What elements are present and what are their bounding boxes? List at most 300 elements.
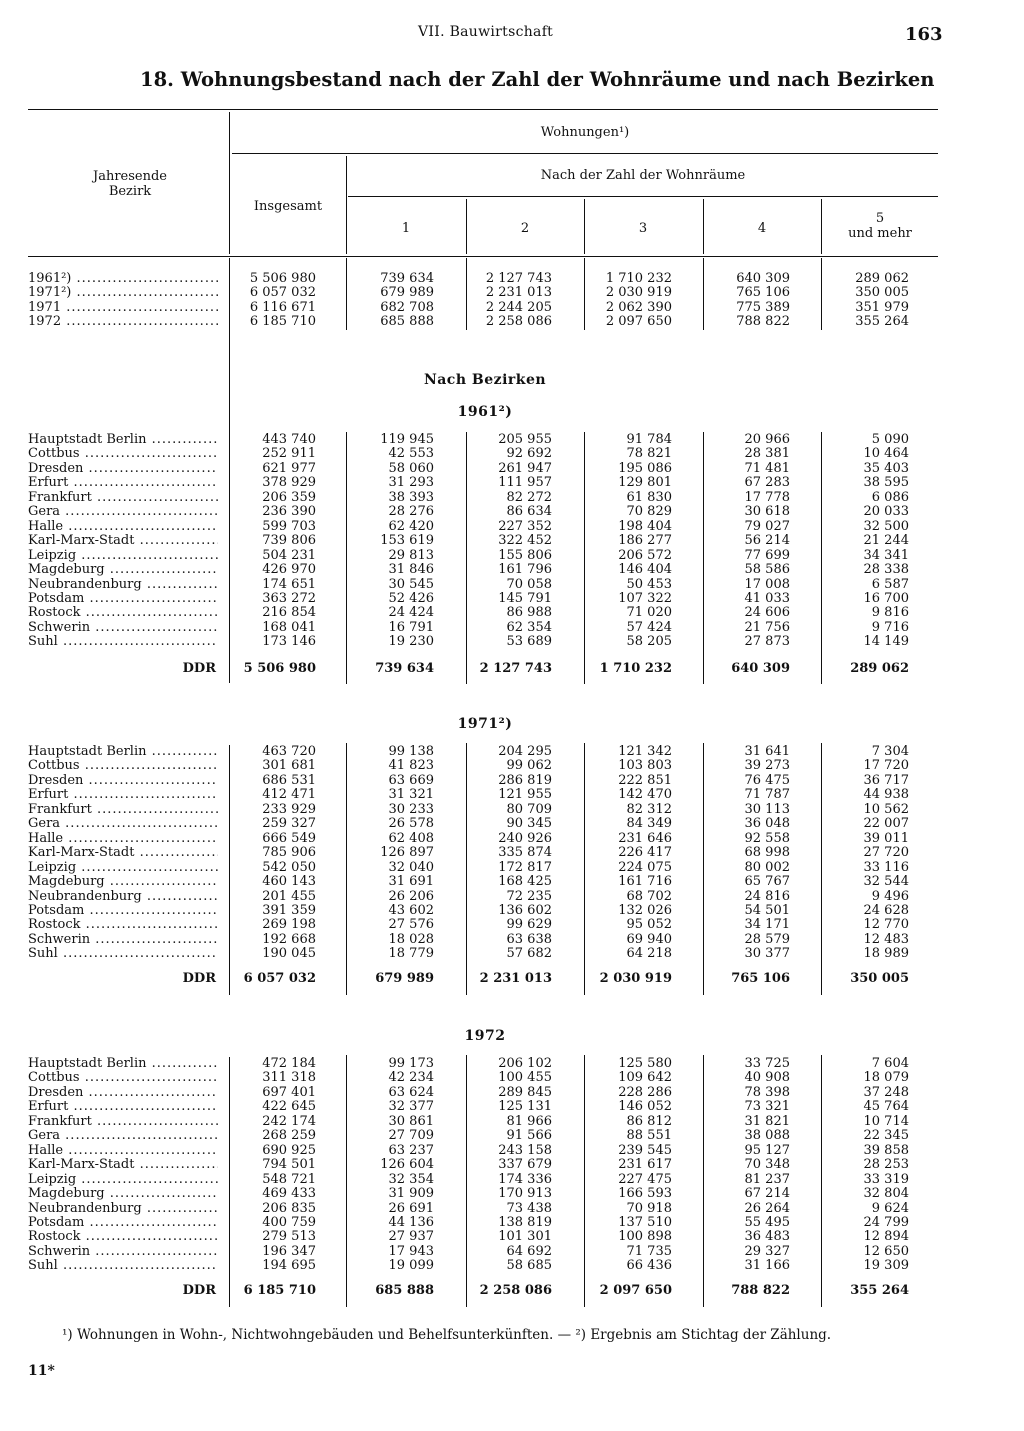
- subgroup-rule: [348, 196, 938, 197]
- cell-col-3: 50 453: [626, 576, 672, 592]
- cell-col-3: 61 830: [626, 489, 672, 505]
- row-label: 1971 .....: [28, 301, 218, 316]
- row-label: Potsdam .....: [28, 1216, 218, 1231]
- cell-col-2: 138 819: [498, 1214, 552, 1230]
- cell-col-2: 64 692: [506, 1243, 552, 1259]
- cell-col-5: 39 858: [863, 1142, 909, 1158]
- cell-col-3: 107 322: [618, 590, 672, 606]
- cell-col-3: 1 710 232: [599, 661, 672, 676]
- cell-col-5: 33 116: [863, 859, 909, 875]
- cell-col-5: 351 979: [855, 299, 909, 315]
- table-row: [0, 505, 1024, 520]
- cell-col-1: 32 354: [388, 1171, 434, 1187]
- stub-header-line2: Bezirk: [108, 184, 152, 199]
- cell-col-3: 103 803: [618, 758, 672, 774]
- cell-col-5: 35 403: [863, 460, 909, 476]
- cell-col-5: 36 717: [863, 772, 909, 788]
- cell-col-0: 311 318: [262, 1070, 316, 1086]
- row-label: 1972 .....: [28, 315, 218, 330]
- cell-col-4: 56 214: [744, 533, 790, 549]
- row-label: Karl-Marx-Stadt .....: [28, 534, 218, 549]
- total-row-label: DDR: [182, 1283, 216, 1298]
- cell-col-2: 335 874: [498, 845, 552, 861]
- cell-col-4: 95 127: [744, 1142, 790, 1158]
- total-row: [0, 662, 1024, 677]
- cell-col-5: 24 628: [863, 902, 909, 918]
- stub-header: [40, 169, 220, 199]
- cell-col-4: 30 377: [744, 946, 790, 962]
- table-row: [0, 1216, 1024, 1231]
- cell-col-2: 58 685: [506, 1258, 552, 1274]
- cell-col-4: 640 309: [731, 661, 790, 676]
- cell-col-1: 27 937: [388, 1229, 434, 1245]
- cell-col-5: 45 764: [863, 1099, 909, 1115]
- cell-col-0: 168 041: [262, 619, 316, 635]
- cell-col-0: 686 531: [262, 772, 316, 788]
- col-5-header-line2: und mehr: [848, 226, 912, 241]
- table-row: [0, 1187, 1024, 1202]
- cell-col-5: 22 007: [863, 816, 909, 832]
- cell-col-0: 279 513: [262, 1229, 316, 1245]
- row-label: Suhl .....: [28, 635, 218, 650]
- cell-col-3: 58 205: [626, 634, 672, 650]
- cell-col-3: 142 470: [618, 787, 672, 803]
- cell-col-1: 26 578: [388, 816, 434, 832]
- cell-col-1: 43 602: [388, 902, 434, 918]
- row-label: Rostock .....: [28, 606, 218, 621]
- cell-col-0: 426 970: [262, 562, 316, 578]
- cell-col-3: 239 545: [618, 1142, 672, 1158]
- cell-col-1: 63 669: [388, 772, 434, 788]
- cell-col-1: 31 691: [388, 874, 434, 890]
- cell-col-0: 460 143: [262, 874, 316, 890]
- row-label: Schwerin .....: [28, 1245, 218, 1260]
- cell-col-4: 26 264: [744, 1200, 790, 1216]
- cell-col-3: 195 086: [618, 460, 672, 476]
- cell-col-0: 363 272: [262, 590, 316, 606]
- cell-col-0: 422 645: [262, 1099, 316, 1115]
- row-label: Dresden .....: [28, 774, 218, 789]
- cell-col-0: 252 911: [262, 446, 316, 462]
- section-year-1972: 1972: [464, 1028, 506, 1044]
- cell-col-4: 788 822: [736, 314, 790, 330]
- table-head-bottom-rule: [28, 256, 938, 257]
- row-label: Leipzig .....: [28, 549, 218, 564]
- row-label: 1961²) .....: [28, 272, 218, 287]
- cell-col-1: 739 634: [380, 271, 434, 286]
- cell-col-4: 70 348: [744, 1157, 790, 1173]
- cell-col-1: 31 293: [388, 475, 434, 491]
- cell-col-0: 697 401: [262, 1084, 316, 1100]
- row-label: Gera .....: [28, 1129, 218, 1144]
- cell-col-0: 599 703: [262, 518, 316, 534]
- cell-col-0: 666 549: [262, 830, 316, 846]
- row-label: Cottbus .....: [28, 759, 218, 774]
- cell-col-2: 53 689: [506, 634, 552, 650]
- table-row: [0, 788, 1024, 803]
- row-label: Leipzig .....: [28, 1173, 218, 1188]
- cell-col-3: 70 918: [626, 1200, 672, 1216]
- cell-col-5: 28 338: [863, 562, 909, 578]
- table-row: [0, 563, 1024, 578]
- cell-col-0: 378 929: [262, 475, 316, 491]
- cell-col-5: 21 244: [863, 533, 909, 549]
- cell-col-1: 16 791: [388, 619, 434, 635]
- cell-col-1: 679 989: [375, 971, 434, 986]
- cell-col-0: 268 259: [262, 1128, 316, 1144]
- cell-col-0: 391 359: [262, 902, 316, 918]
- cell-col-5: 9 624: [871, 1200, 909, 1216]
- cell-col-2: 90 345: [506, 816, 552, 832]
- cell-col-0: 504 231: [262, 547, 316, 563]
- cell-col-3: 166 593: [618, 1186, 672, 1202]
- cell-col-2: 72 235: [506, 888, 552, 904]
- row-label: Suhl .....: [28, 947, 218, 962]
- cell-col-2: 289 845: [498, 1084, 552, 1100]
- cell-col-5: 32 804: [863, 1186, 909, 1202]
- table-row: [0, 890, 1024, 905]
- cell-col-4: 788 822: [731, 1283, 790, 1298]
- cell-col-0: 548 721: [262, 1171, 316, 1187]
- cell-col-3: 57 424: [626, 619, 672, 635]
- cell-col-5: 6 587: [871, 576, 909, 592]
- cell-col-5: 20 033: [863, 504, 909, 520]
- cell-col-0: 5 506 980: [243, 661, 316, 676]
- cell-col-2: 155 806: [498, 547, 552, 563]
- cell-col-3: 69 940: [626, 931, 672, 947]
- cell-col-0: 242 174: [262, 1113, 316, 1129]
- cell-col-5: 28 253: [863, 1157, 909, 1173]
- cell-col-3: 2 030 919: [605, 285, 672, 301]
- cell-col-2: 2 127 743: [485, 271, 552, 286]
- col-2-header: 2: [520, 221, 530, 236]
- cell-col-1: 26 206: [388, 888, 434, 904]
- cell-col-5: 17 720: [863, 758, 909, 774]
- cell-col-0: 739 806: [262, 533, 316, 549]
- table-row: [0, 947, 1024, 962]
- row-label: Neubrandenburg .....: [28, 1202, 218, 1217]
- cell-col-1: 31 846: [388, 562, 434, 578]
- table-row: [0, 759, 1024, 774]
- cell-col-4: 765 106: [731, 971, 790, 986]
- table-row: [0, 1100, 1024, 1115]
- cell-col-0: 472 184: [262, 1056, 316, 1071]
- cell-col-2: 81 966: [506, 1113, 552, 1129]
- cell-col-1: 685 888: [380, 314, 434, 330]
- cell-col-4: 39 273: [744, 758, 790, 774]
- cell-col-2: 91 566: [506, 1128, 552, 1144]
- cell-col-0: 5 506 980: [249, 271, 316, 286]
- table-row: [0, 904, 1024, 919]
- cell-col-3: 86 812: [626, 1113, 672, 1129]
- row-label: Magdeburg .....: [28, 1187, 218, 1202]
- row-label: Potsdam .....: [28, 904, 218, 919]
- cell-col-5: 9 496: [871, 888, 909, 904]
- cell-col-5: 27 720: [863, 845, 909, 861]
- row-label: Gera .....: [28, 505, 218, 520]
- cell-col-1: 682 708: [380, 299, 434, 315]
- cell-col-2: 136 602: [498, 902, 552, 918]
- cell-col-0: 690 925: [262, 1142, 316, 1158]
- row-label: Neubrandenburg .....: [28, 578, 218, 593]
- cell-col-3: 224 075: [618, 859, 672, 875]
- cell-col-0: 173 146: [262, 634, 316, 650]
- cell-col-4: 27 873: [744, 634, 790, 650]
- cell-col-4: 36 048: [744, 816, 790, 832]
- cell-col-2: 261 947: [498, 460, 552, 476]
- cell-col-4: 81 237: [744, 1171, 790, 1187]
- cell-col-3: 2 097 650: [599, 1283, 672, 1298]
- cell-col-2: 92 692: [506, 446, 552, 462]
- cell-col-2: 286 819: [498, 772, 552, 788]
- cell-col-1: 29 813: [388, 547, 434, 563]
- cell-col-2: 337 679: [498, 1157, 552, 1173]
- cell-col-4: 30 618: [744, 504, 790, 520]
- table-row: [0, 1071, 1024, 1086]
- cell-col-3: 228 286: [618, 1084, 672, 1100]
- cell-col-0: 236 390: [262, 504, 316, 520]
- cell-col-3: 226 417: [618, 845, 672, 861]
- row-label: Frankfurt .....: [28, 491, 218, 506]
- cell-col-2: 86 634: [506, 504, 552, 520]
- cell-col-5: 355 264: [850, 1283, 909, 1298]
- cell-col-3: 68 702: [626, 888, 672, 904]
- table-row: [0, 286, 1024, 301]
- cell-col-2: 161 796: [498, 562, 552, 578]
- cell-col-5: 38 595: [863, 475, 909, 491]
- cell-col-2: 174 336: [498, 1171, 552, 1187]
- table-top-rule: [28, 109, 938, 110]
- cell-col-3: 2 030 919: [599, 971, 672, 986]
- table-row: [0, 578, 1024, 593]
- cell-col-0: 301 681: [262, 758, 316, 774]
- col-total-header: Insgesamt: [253, 199, 323, 214]
- cell-col-1: 685 888: [375, 1283, 434, 1298]
- cell-col-4: 65 767: [744, 874, 790, 890]
- cell-col-0: 621 977: [262, 460, 316, 476]
- cell-col-1: 30 545: [388, 576, 434, 592]
- cell-col-1: 41 823: [388, 758, 434, 774]
- cell-col-1: 24 424: [388, 605, 434, 621]
- cell-col-0: 216 854: [262, 605, 316, 621]
- cell-col-4: 73 321: [744, 1099, 790, 1115]
- cell-col-5: 10 464: [863, 446, 909, 462]
- head-divider-total: [346, 156, 347, 254]
- cell-col-2: 322 452: [498, 533, 552, 549]
- cell-col-3: 64 218: [626, 946, 672, 962]
- cell-col-5: 34 341: [863, 547, 909, 563]
- cell-col-2: 2 231 013: [485, 285, 552, 301]
- cell-col-5: 39 011: [863, 830, 909, 846]
- cell-col-1: 126 604: [380, 1157, 434, 1173]
- cell-col-1: 126 897: [380, 845, 434, 861]
- table-row: [0, 491, 1024, 506]
- cell-col-4: 28 381: [744, 446, 790, 462]
- cell-col-4: 68 998: [744, 845, 790, 861]
- cell-col-1: 99 173: [388, 1056, 434, 1071]
- cell-col-2: 111 957: [498, 475, 552, 491]
- cell-col-3: 222 851: [618, 772, 672, 788]
- cell-col-5: 12 770: [863, 917, 909, 933]
- cell-col-4: 76 475: [744, 772, 790, 788]
- cell-col-1: 18 779: [388, 946, 434, 962]
- cell-col-0: 785 906: [262, 845, 316, 861]
- row-label: Rostock .....: [28, 1230, 218, 1245]
- cell-col-0: 469 433: [262, 1186, 316, 1202]
- cell-col-4: 17 008: [744, 576, 790, 592]
- table-row: [0, 315, 1024, 330]
- cell-col-2: 170 913: [498, 1186, 552, 1202]
- cell-col-5: 355 264: [855, 314, 909, 330]
- cell-col-4: 31 641: [744, 744, 790, 759]
- cell-col-3: 84 349: [626, 816, 672, 832]
- cell-col-3: 137 510: [618, 1214, 672, 1230]
- cell-col-1: 42 553: [388, 446, 434, 462]
- cell-col-1: 52 426: [388, 590, 434, 606]
- cell-col-2: 100 455: [498, 1070, 552, 1086]
- table-row: [0, 1230, 1024, 1245]
- cell-col-4: 24 816: [744, 888, 790, 904]
- row-label: Hauptstadt Berlin .....: [28, 433, 218, 448]
- row-label: Karl-Marx-Stadt .....: [28, 846, 218, 861]
- cell-col-3: 71 735: [626, 1243, 672, 1259]
- cell-col-2: 145 791: [498, 590, 552, 606]
- table-row: [0, 745, 1024, 760]
- table-row: [0, 1057, 1024, 1072]
- cell-col-1: 739 634: [375, 661, 434, 676]
- table-row: [0, 433, 1024, 448]
- cell-col-5: 12 650: [863, 1243, 909, 1259]
- cell-col-2: 82 272: [506, 489, 552, 505]
- cell-col-3: 78 821: [626, 446, 672, 462]
- cell-col-3: 146 404: [618, 562, 672, 578]
- row-label: Rostock .....: [28, 918, 218, 933]
- table-row: [0, 933, 1024, 948]
- cell-col-4: 92 558: [744, 830, 790, 846]
- total-row: [0, 972, 1024, 987]
- cell-col-5: 7 304: [871, 744, 909, 759]
- chapter-heading: VII. Bauwirtschaft: [418, 24, 554, 40]
- cell-col-4: 30 113: [744, 801, 790, 817]
- cell-col-1: 28 276: [388, 504, 434, 520]
- row-label: Hauptstadt Berlin .....: [28, 745, 218, 760]
- subgroup-header: Nach der Zahl der Wohnräume: [540, 168, 746, 183]
- cell-col-2: 70 058: [506, 576, 552, 592]
- table-row: [0, 635, 1024, 650]
- table-row: [0, 803, 1024, 818]
- cell-col-1: 27 576: [388, 917, 434, 933]
- cell-col-1: 153 619: [380, 533, 434, 549]
- row-label: Frankfurt .....: [28, 803, 218, 818]
- cell-col-4: 41 033: [744, 590, 790, 606]
- cell-col-2: 168 425: [498, 874, 552, 890]
- cell-col-2: 73 438: [506, 1200, 552, 1216]
- cell-col-1: 31 321: [388, 787, 434, 803]
- col-5-header: [822, 211, 938, 241]
- cell-col-4: 21 756: [744, 619, 790, 635]
- cell-col-0: 6 185 710: [243, 1283, 316, 1298]
- cell-col-3: 129 801: [618, 475, 672, 491]
- cell-col-2: 63 638: [506, 931, 552, 947]
- cell-col-4: 38 088: [744, 1128, 790, 1144]
- row-label: Cottbus .....: [28, 447, 218, 462]
- cell-col-3: 227 475: [618, 1171, 672, 1187]
- cell-col-0: 542 050: [262, 859, 316, 875]
- row-label: Erfurt .....: [28, 1100, 218, 1115]
- cell-col-1: 44 136: [388, 1214, 434, 1230]
- table-row: [0, 1158, 1024, 1173]
- table-row: [0, 774, 1024, 789]
- cell-col-5: 350 005: [855, 285, 909, 301]
- row-label: Neubrandenburg .....: [28, 890, 218, 905]
- group-rule: [232, 153, 938, 154]
- cell-col-1: 63 237: [388, 1142, 434, 1158]
- cell-col-4: 765 106: [736, 285, 790, 301]
- cell-col-2: 205 955: [498, 432, 552, 447]
- cell-col-3: 88 551: [626, 1128, 672, 1144]
- row-label: Leipzig .....: [28, 861, 218, 876]
- table-row: [0, 272, 1024, 287]
- footnote: ¹) Wohnungen in Wohn-, Nichtwohngebäuden und Behelfsunterkünften. — ²) Ergebnis am Stichtag der Zählung.: [62, 1327, 832, 1343]
- table-row: [0, 621, 1024, 636]
- col-1-header: 1: [401, 221, 411, 236]
- cell-col-5: 18 079: [863, 1070, 909, 1086]
- table-row: [0, 476, 1024, 491]
- cell-col-2: 227 352: [498, 518, 552, 534]
- table-row: [0, 520, 1024, 535]
- table-row: [0, 1129, 1024, 1144]
- cell-col-0: 174 651: [262, 576, 316, 592]
- cell-col-1: 62 420: [388, 518, 434, 534]
- cell-col-2: 2 127 743: [479, 661, 552, 676]
- table-row: [0, 301, 1024, 316]
- cell-col-4: 640 309: [736, 271, 790, 286]
- cell-col-4: 55 495: [744, 1214, 790, 1230]
- cell-col-3: 95 052: [626, 917, 672, 933]
- cell-col-4: 77 699: [744, 547, 790, 563]
- cell-col-1: 32 040: [388, 859, 434, 875]
- cell-col-3: 132 026: [618, 902, 672, 918]
- cell-col-1: 27 709: [388, 1128, 434, 1144]
- row-label: Cottbus .....: [28, 1071, 218, 1086]
- table-row: [0, 549, 1024, 564]
- cell-col-1: 32 377: [388, 1099, 434, 1115]
- cell-col-0: 196 347: [262, 1243, 316, 1259]
- cell-col-5: 19 309: [863, 1258, 909, 1274]
- cell-col-0: 6 057 032: [243, 971, 316, 986]
- cell-col-5: 12 483: [863, 931, 909, 947]
- cell-col-1: 26 691: [388, 1200, 434, 1216]
- cell-col-5: 7 604: [871, 1056, 909, 1071]
- cell-col-4: 54 501: [744, 902, 790, 918]
- col-4-header: 4: [757, 221, 767, 236]
- cell-col-1: 30 861: [388, 1113, 434, 1129]
- cell-col-4: 58 586: [744, 562, 790, 578]
- cell-col-4: 20 966: [744, 432, 790, 447]
- cell-col-2: 2 258 086: [485, 314, 552, 330]
- table-row: [0, 447, 1024, 462]
- cell-col-0: 194 695: [262, 1258, 316, 1274]
- cell-col-1: 19 099: [388, 1258, 434, 1274]
- cell-col-3: 1 710 232: [605, 271, 672, 286]
- cell-col-4: 31 166: [744, 1258, 790, 1274]
- cell-col-5: 10 562: [863, 801, 909, 817]
- row-label: Gera .....: [28, 817, 218, 832]
- cell-col-3: 161 716: [618, 874, 672, 890]
- cell-col-4: 33 725: [744, 1056, 790, 1071]
- row-label: Potsdam .....: [28, 592, 218, 607]
- cell-col-0: 259 327: [262, 816, 316, 832]
